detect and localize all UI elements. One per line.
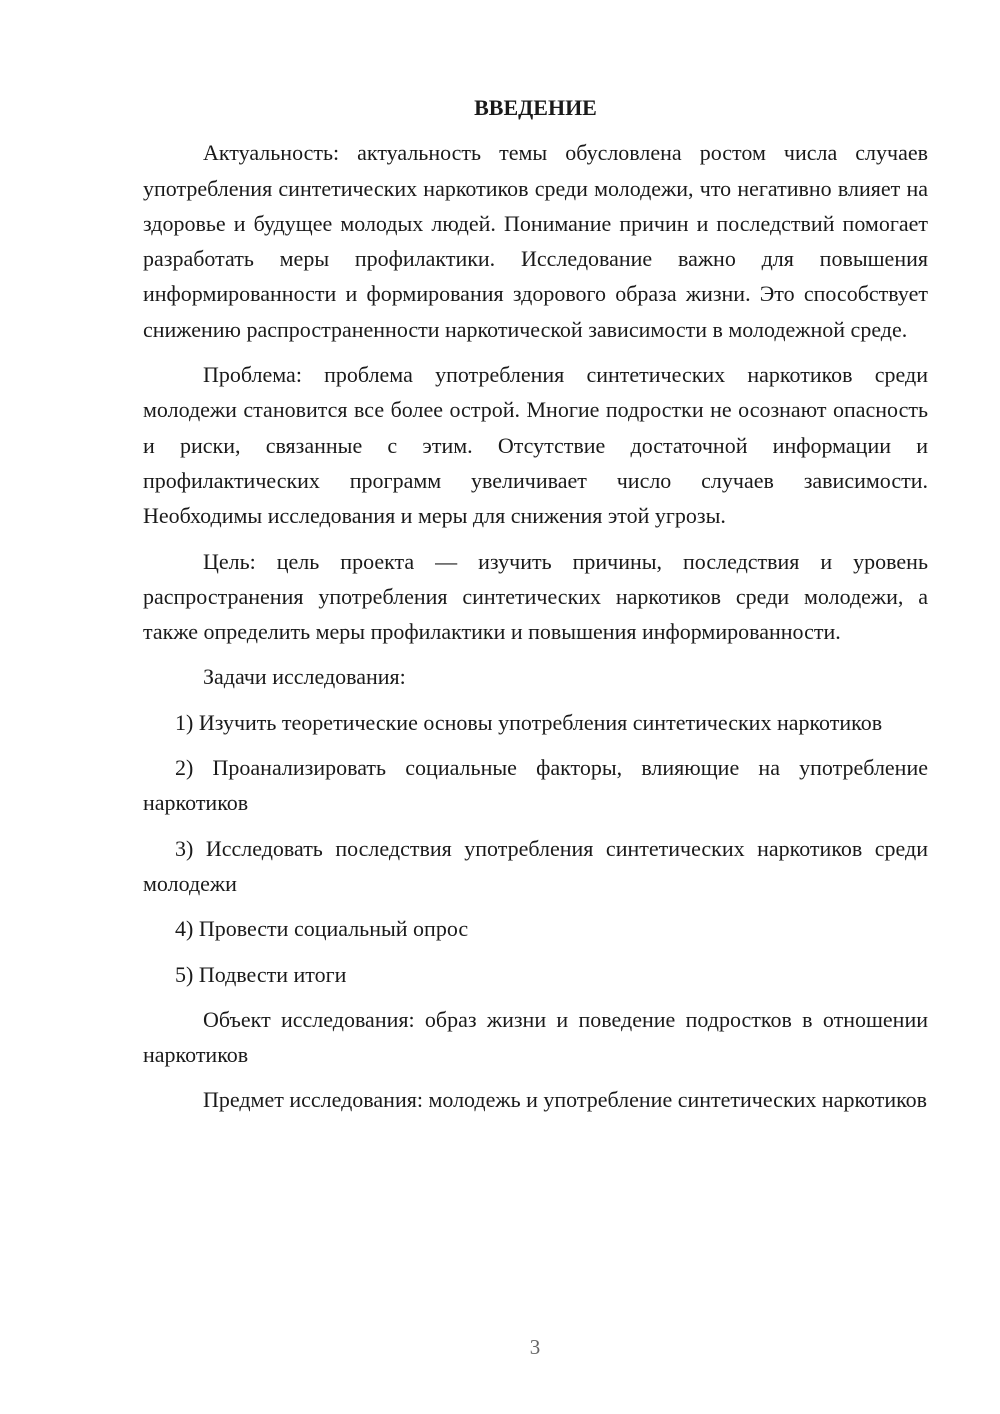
tasks-heading: Задачи исследования: <box>203 664 406 690</box>
task-item-2: 2) Проанализировать социальные факторы, влияющие на употребление наркотиков <box>143 755 928 816</box>
subject-paragraph: Предмет исследования: молодежь и употребление синтетических наркотиков <box>203 1087 928 1113</box>
task-item-3: 3) Исследовать последствия употребления синтетических наркотиков среди молодежи <box>143 835 928 896</box>
relevance-paragraph: Актуальность: актуальность темы обусловлена ростом числа случаев употребления синтетических наркотиков среди молодежи, что негативно влияет на здоровье и будущее молодых людей. Понимание причин и последствий помогает разработать меры профилактики. Исследование важно для повышения информированности и формирования здорового образа жизни. Это способствует снижению распространенности наркотической зависимости в молодежной среде. <box>143 140 928 342</box>
page-number: 3 <box>529 1335 541 1359</box>
page-title: ВВЕДЕНИЕ <box>474 95 597 120</box>
goal-paragraph: Цель: цель проекта — изучить причины, последствия и уровень распространения употребления синтетических наркотиков среди молодежи, а также определить меры профилактики и повышения информированности. <box>143 548 928 645</box>
document-page <box>143 90 928 1128</box>
task-item-4: 4) Провести социальный опрос <box>175 916 469 942</box>
task-item-1: 1) Изучить теоретические основы употребления синтетических наркотиков <box>175 709 883 735</box>
task-item-5: 5) Подвести итоги <box>175 961 347 987</box>
object-paragraph: Объект исследования: образ жизни и поведение подростков в отношении наркотиков <box>143 1006 928 1068</box>
problem-paragraph: Проблема: проблема употребления синтетических наркотиков среди молодежи становится все более острой. Многие подростки не осознают опасность и риски, связанные с этим. Отсутствие достаточной информации и профилактических программ увеличивает число случаев зависимости. Необходимы исследования и меры для снижения этой угрозы. <box>143 362 928 529</box>
